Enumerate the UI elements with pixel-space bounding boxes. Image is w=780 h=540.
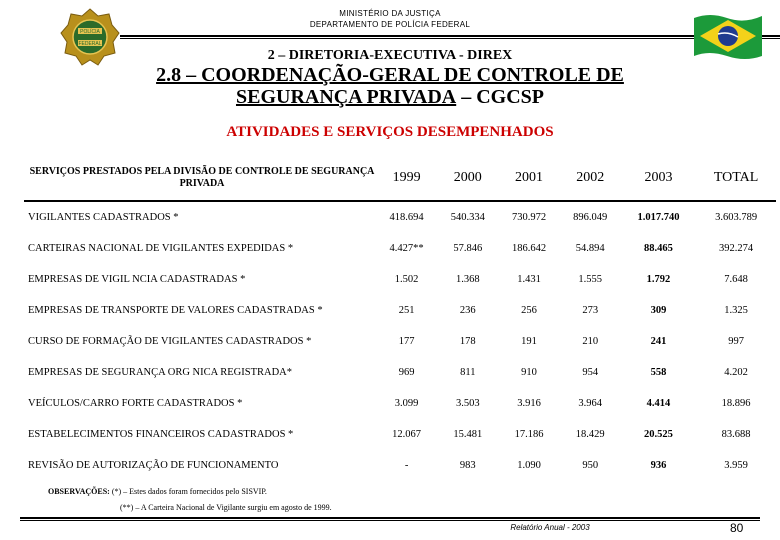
row-value-cell: 1.017.740 — [637, 212, 680, 223]
coordination-title-line1: 2.8 – COORDENAÇÃO-GERAL DE CONTROLE DE — [156, 64, 624, 86]
row-value-cell: 3.916 — [517, 398, 541, 409]
footer-rule-thin — [20, 520, 760, 521]
year-header: 1999 — [376, 156, 437, 201]
row-value-cell: 88.465 — [644, 243, 673, 254]
table-row — [24, 388, 776, 419]
row-value-cell: 730.972 — [511, 212, 547, 223]
row-label: VIGILANTES CADASTRADOS * — [28, 212, 179, 223]
federal-police-badge-icon — [60, 8, 120, 66]
observation-note-2: (**) – A Carteira Nacional de Vigilante surgiu em agosto de 1999. — [120, 503, 332, 512]
total-header: TOTAL — [696, 156, 776, 201]
row-total-cell: 997 — [728, 336, 744, 347]
badge-text-top: POLÍCIA — [80, 29, 100, 35]
row-value-cell: 12.067 — [392, 429, 422, 440]
row-value-cell: 540.334 — [450, 212, 485, 223]
row-value-cell: 3.099 — [394, 398, 419, 409]
row-total-cell: 392.274 — [719, 243, 754, 254]
row-value-cell: 936 — [650, 460, 667, 471]
table-header-label: SERVIÇOS PRESTADOS PELA DIVISÃO DE CONTROLE DE SEGURANÇA PRIVADA — [24, 156, 376, 201]
row-total-cell: 3.959 — [724, 460, 748, 471]
row-value-cell: 1.431 — [517, 274, 541, 285]
table-row — [24, 326, 776, 357]
year-header: 2001 — [498, 156, 559, 201]
row-value-cell: 241 — [650, 336, 667, 347]
year-header: 2000 — [437, 156, 498, 201]
row-value-cell: 57.846 — [453, 243, 483, 254]
header-rule — [120, 35, 780, 37]
row-value-cell: 983 — [459, 460, 476, 471]
row-label: ESTABELECIMENTOS FINANCEIROS CADASTRADOS * — [28, 429, 294, 440]
ministry-title: MINISTÉRIO DA JUSTIÇA — [339, 9, 441, 18]
row-label: EMPRESAS DE TRANSPORTE DE VALORES CADASTRADAS * — [28, 305, 323, 316]
year-header: 2002 — [560, 156, 621, 201]
row-value-cell: 236 — [459, 305, 476, 316]
row-value-cell: 273 — [582, 305, 599, 316]
row-label: VEÍCULOS/CARRO FORTE CADASTRADOS * — [28, 398, 243, 409]
row-value-cell: 3.964 — [578, 398, 603, 409]
brazil-flag-icon — [690, 10, 765, 62]
row-value-cell: 896.049 — [573, 212, 608, 223]
observation-note-1 — [48, 487, 267, 496]
row-value-cell: 811 — [460, 367, 476, 378]
observation-text-1: (*) – Estes dados foram fornecidos pelo SISVIP. — [109, 487, 267, 496]
table-row — [24, 295, 776, 326]
directorate-title: 2 – DIRETORIA-EXECUTIVA - DIREX — [267, 48, 513, 63]
table-row — [24, 233, 776, 264]
coordination-title-suffix: – CGCSP — [456, 86, 544, 108]
badge-text-bottom: FEDERAL — [78, 41, 102, 47]
row-total-cell: 3.603.789 — [715, 212, 758, 223]
row-value-cell: 910 — [521, 367, 537, 378]
row-value-cell: 210 — [582, 336, 599, 347]
row-value-cell: 15.481 — [453, 429, 483, 440]
row-value-cell: 17.186 — [514, 429, 544, 440]
row-value-cell: 251 — [398, 305, 415, 316]
row-label: CARTEIRAS NACIONAL DE VIGILANTES EXPEDIDAS * — [28, 243, 294, 254]
page-number: 80 — [730, 521, 744, 535]
year-header: 2003 — [621, 156, 696, 201]
row-total-cell: 83.688 — [721, 429, 751, 440]
row-value-cell: 18.429 — [575, 429, 605, 440]
row-value-cell: 3.503 — [455, 398, 480, 409]
coordination-title-line2: SEGURANÇA PRIVADA — [235, 86, 457, 108]
header-rule-thin — [120, 38, 780, 39]
footer-rule — [20, 517, 760, 519]
row-value-cell: 178 — [459, 336, 476, 347]
row-label: REVISÃO DE AUTORIZAÇÃO DE FUNCIONAMENTO — [28, 460, 279, 471]
row-total-cell: 18.896 — [721, 398, 751, 409]
row-value-cell: 1.090 — [517, 460, 541, 471]
table-row — [24, 419, 776, 450]
coordination-title — [110, 64, 670, 108]
services-table — [24, 156, 776, 481]
row-value-cell: 1.555 — [578, 274, 603, 285]
table-row — [24, 450, 776, 481]
observation-label: OBSERVAÇÕES: — [48, 487, 110, 496]
row-value-cell: 54.894 — [575, 243, 605, 254]
report-footer: Relatório Anual - 2003 — [510, 523, 590, 532]
activities-title: ATIVIDADES E SERVIÇOS DESEMPENHADOS — [226, 124, 554, 140]
row-value-cell: 1.502 — [394, 274, 419, 285]
row-value-cell: 309 — [650, 305, 667, 316]
row-value-cell: 256 — [521, 305, 537, 316]
table-header-row — [24, 156, 776, 201]
row-value-cell: 186.642 — [511, 243, 547, 254]
row-value-cell: 1.792 — [646, 274, 671, 285]
row-value-cell: 4.414 — [646, 398, 671, 409]
row-total-cell: 1.325 — [724, 305, 748, 316]
row-value-cell: 4.427** — [389, 243, 424, 254]
row-value-cell: 191 — [521, 336, 537, 347]
row-value-cell: - — [404, 460, 409, 471]
table-row — [24, 264, 776, 295]
row-value-cell: 558 — [650, 367, 667, 378]
row-value-cell: 950 — [582, 460, 599, 471]
row-value-cell: 954 — [582, 367, 599, 378]
table-row — [24, 357, 776, 388]
row-value-cell: 177 — [398, 336, 415, 347]
row-value-cell: 418.694 — [389, 212, 424, 223]
row-value-cell: 969 — [398, 367, 415, 378]
row-label: CURSO DE FORMAÇÃO DE VIGILANTES CADASTRADOS * — [28, 336, 312, 347]
row-label: EMPRESAS DE SEGURANÇA ORG NICA REGISTRADA* — [28, 367, 292, 378]
row-value-cell: 20.525 — [644, 429, 673, 440]
table-row — [24, 201, 776, 233]
row-total-cell: 4.202 — [724, 367, 748, 378]
row-label: EMPRESAS DE VIGIL NCIA CADASTRADAS * — [28, 274, 246, 285]
row-total-cell: 7.648 — [724, 274, 748, 285]
row-value-cell: 1.368 — [455, 274, 480, 285]
department-title: DEPARTAMENTO DE POLÍCIA FEDERAL — [309, 20, 471, 29]
